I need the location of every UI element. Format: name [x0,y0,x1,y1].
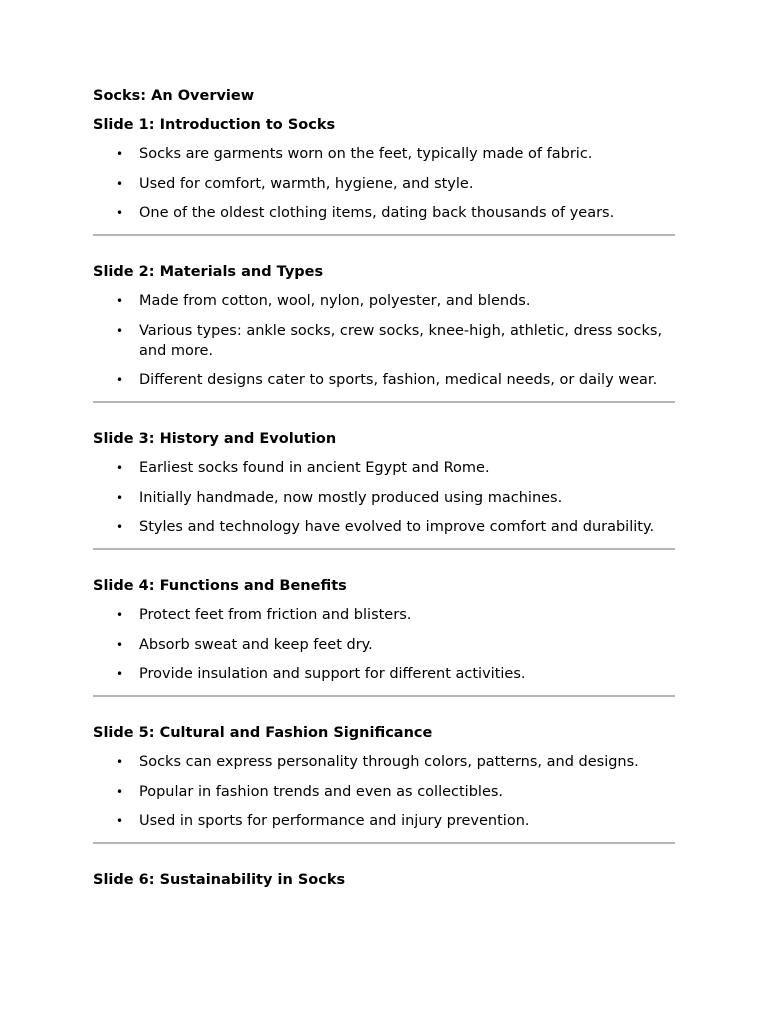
slide-divider [93,695,675,697]
list-item [93,782,675,802]
bullet-text: Various types: ankle socks, crew socks, knee-high, athletic, dress socks, and more. [139,322,663,359]
slide-title: Slide 4: Functions and Benefits [93,578,347,594]
slide-title: Slide 2: Materials and Types [93,264,324,280]
slide-section [93,870,675,890]
bullet-text: Used for comfort, warmth, hygiene, and style. [139,175,474,192]
list-item [93,203,675,223]
list-item [93,488,675,508]
bullet-icon: • [116,667,124,681]
list-item [93,517,675,537]
slide-divider [93,842,675,844]
slide-title: Slide 6: Sustainability in Socks [93,872,346,888]
list-item [93,144,675,164]
bullet-icon: • [116,147,124,161]
bullet-text: Socks are garments worn on the feet, typically made of fabric. [139,146,593,162]
list-item [93,321,675,361]
list-item [93,605,675,625]
bullet-icon: • [116,608,124,622]
bullet-text: Styles and technology have evolved to improve comfort and durability. [139,519,655,535]
bullet-list [93,144,675,223]
bullet-list [93,291,675,390]
slide-section [93,262,675,390]
bullet-text: Provide insulation and support for different activities. [139,666,526,682]
bullet-list [93,458,675,537]
list-item [93,291,675,311]
bullet-text: One of the oldest clothing items, dating back thousands of years. [139,205,615,221]
bullet-text: Used in sports for performance and injury prevention. [139,813,530,829]
bullet-icon: • [116,784,124,799]
bullet-icon: • [116,323,124,338]
list-item [93,664,675,684]
bullet-text: Made from cotton, wool, nylon, polyester, and blends. [139,293,531,309]
slide-divider [93,548,675,550]
bullet-icon: • [116,461,124,475]
bullet-icon: • [116,520,124,534]
bullet-icon: • [116,176,124,191]
bullet-text: Absorb sweat and keep feet dry. [139,636,373,653]
bullet-text: Socks can express personality through colors, patterns, and designs. [139,754,639,770]
slide-section [93,576,675,684]
list-item [93,174,675,194]
bullet-text: Initially handmade, now mostly produced using machines. [139,489,563,506]
slide-title: Slide 3: History and Evolution [93,431,337,447]
bullet-icon: • [116,206,124,220]
slide-section [93,115,675,223]
bullet-icon: • [116,490,124,505]
bullet-text: Different designs cater to sports, fashion, medical needs, or daily wear. [139,372,658,388]
list-item [93,370,675,390]
bullet-list [93,752,675,831]
bullet-icon: • [116,294,124,308]
bullet-icon: • [116,373,124,387]
slide-divider [93,234,675,236]
bullet-icon: • [116,755,124,769]
bullet-icon: • [116,637,124,652]
bullet-text: Earliest socks found in ancient Egypt and Rome. [139,460,490,476]
list-item [93,811,675,831]
bullet-text: Popular in fashion trends and even as collectibles. [139,783,504,800]
slide-divider [93,401,675,403]
bullet-list [93,605,675,684]
slide-title: Slide 1: Introduction to Socks [93,117,336,133]
slide-section [93,723,675,831]
list-item [93,635,675,655]
slide-title: Slide 5: Cultural and Fashion Significance [93,725,433,741]
slide-section [93,429,675,537]
document-title: Socks: An Overview [93,88,255,104]
bullet-icon: • [116,814,124,828]
list-item [93,752,675,772]
list-item [93,458,675,478]
document-page [93,86,675,890]
bullet-text: Protect feet from friction and blisters. [139,607,412,623]
